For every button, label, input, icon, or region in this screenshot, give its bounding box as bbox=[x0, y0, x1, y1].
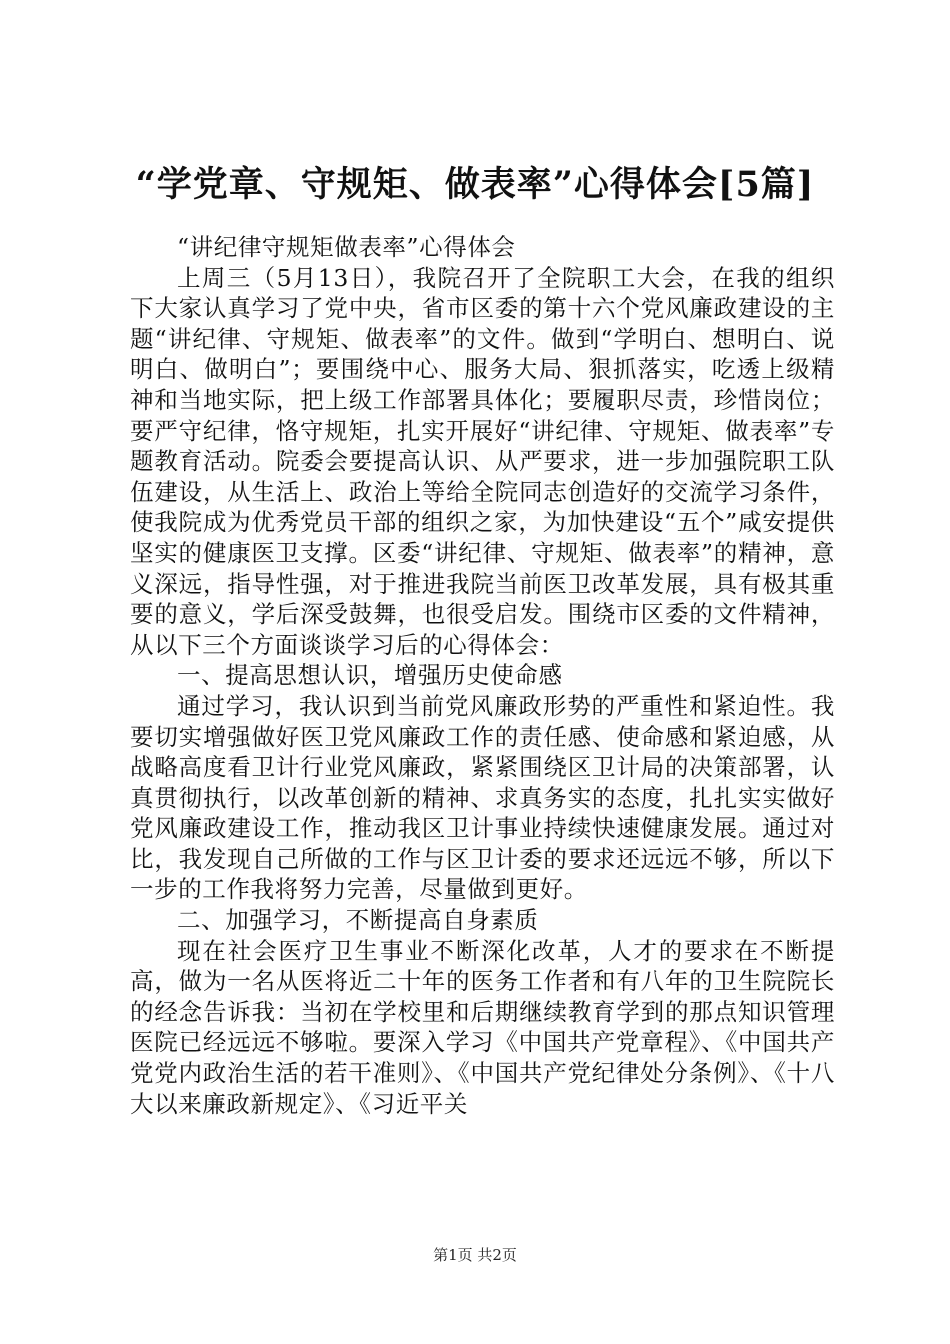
page-number-footer: 第1页 共2页 bbox=[433, 1246, 517, 1264]
subtitle-paragraph: “讲纪律守规矩做表率”心得体会 bbox=[177, 233, 516, 261]
section-heading: 一、提高思想认识，增强历史使命感 bbox=[177, 661, 563, 690]
document-title: “学党章、守规矩、做表率”心得体会[5篇] bbox=[135, 164, 815, 205]
body-paragraph: 通过学习，我认识到当前党风廉政形势的严重性和紧迫性。我要切实增强做好医卫党风廉政工作的责任感、使命感和紧迫感，从战略高度看卫计行业党风廉政，紧紧围绕区卫计局的决策部署，认真贯彻执行，以改革创新的精神、求真务实的态度，扎扎实实做好党风廉政建设工作，推动我区卫计事业持续快速健康发展。通过对比，我发现自己所做的工作与区卫计委的要求还远远不够，所以下一步的工作我将努力完善，尽量做到更好。 bbox=[130, 691, 835, 904]
body-paragraph: 上周三（5月13日），我院召开了全院职工大会，在我的组织下大家认真学习了党中央，省市区委的第十六个党风廉政建设的主题“讲纪律、守规矩、做表率”的文件。做到“学明白、想明白、说明白、做明白”；要围绕中心、服务大局、狠抓落实，吃透上级精神和当地实际，把上级工作部署具体化；要履职尽责，珍惜岗位；要严守纪律，恪守规矩，扎实开展好“讲纪律、守规矩、做表率”专题教育活动。院委会要提高认识、从严要求，进一步加强院职工队伍建设，从生活上、政治上等给全院同志创造好的交流学习条件，使我院成为优秀党员干部的组织之家，为加快建设“五个”咸安提供坚实的健康医卫支撑。区委“讲纪律、守规矩、做表率”的精神，意义深远，指导性强，对于推进我院当前医卫改革发展，具有极其重要的意义，学后深受鼓舞，也很受启发。围绕市区委的文件精神，从以下三个方面谈谈学习后的心得体会： bbox=[130, 263, 835, 659]
section-heading: 二、加强学习，不断提高自身素质 bbox=[177, 906, 539, 935]
body-paragraph: 现在社会医疗卫生事业不断深化改革，人才的要求在不断提高，做为一名从医将近二十年的医务工作者和有八年的卫生院院长的经念告诉我：当初在学校里和后期继续教育学到的那点知识管理医院已经远远不够啦。要深入学习《中国共产党章程》、《中国共产党党内政治生活的若干准则》、《中国共产党纪律处分条例》、《十八大以来廉政新规定》、《习近平关 bbox=[130, 936, 835, 1118]
document-body bbox=[130, 232, 835, 1119]
